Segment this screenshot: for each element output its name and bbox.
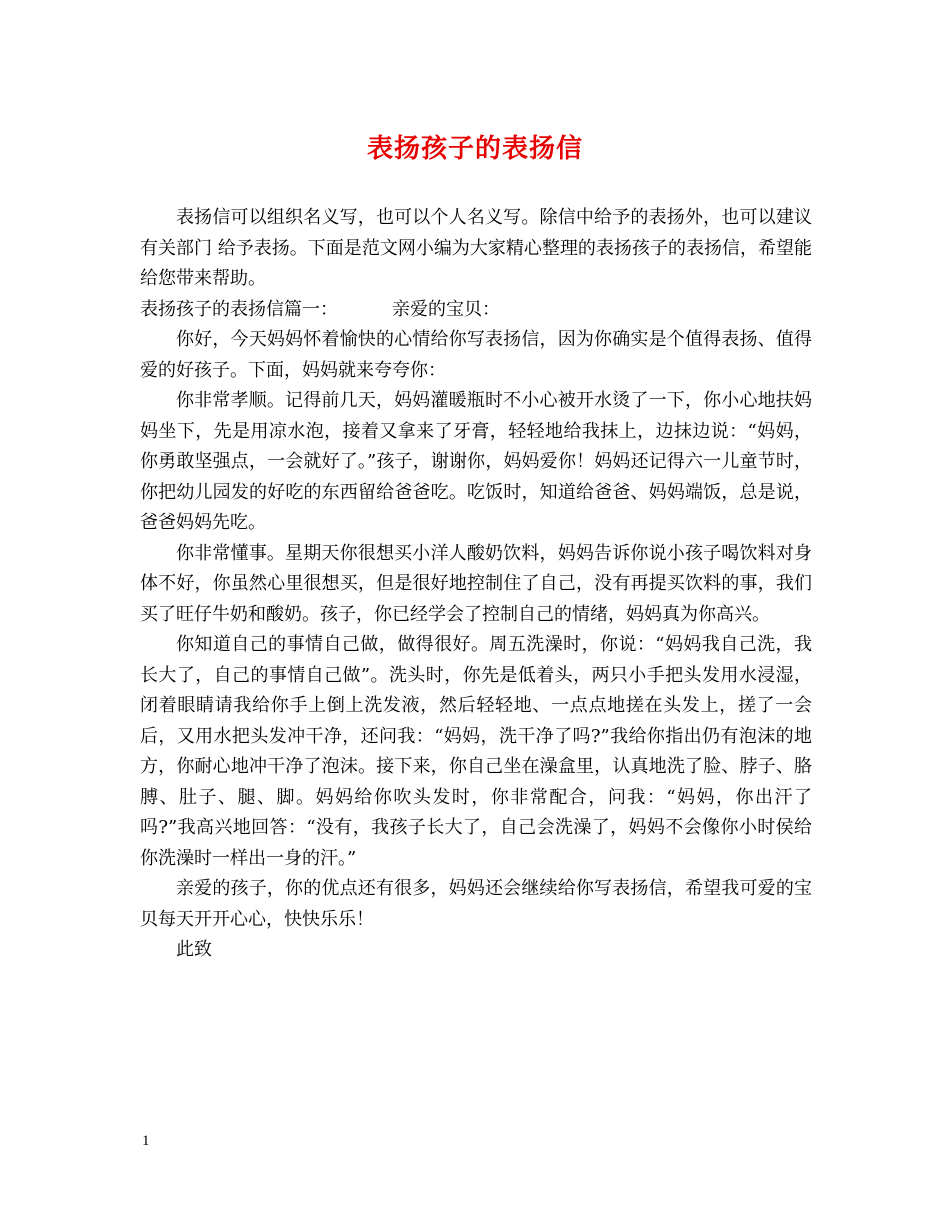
paragraph-filial: 你非常孝顺。记得前几天，妈妈灌暖瓶时不小心被开水烫了一下，你小心地扶妈妈坐下，先是用凉水泡，接着又拿来了牙膏，轻轻地给我抹上，边抹边说：“妈妈，你勇敢坚强点，一会就好了。”孩子，谢谢你，妈妈爱你！妈妈还记得六一儿童节时，你把幼儿园发的好吃的东西留给爸爸吃。吃饭时，知道给爸爸、妈妈端饭，总是说，爸爸妈妈先吃。	[140, 390, 812, 533]
page-number: 1	[142, 1133, 150, 1149]
document-body	[140, 203, 812, 966]
document-title: 表扬孩子的表扬信	[366, 134, 583, 164]
paragraph-greeting: 你好，今天妈妈怀着愉快的心情给你写表扬信，因为你确实是个值得表扬、值得爱的好孩子。下面，妈妈就来夸夸你：	[140, 329, 812, 381]
section-label: 表扬孩子的表扬信篇一：	[140, 298, 338, 320]
paragraph-sign-off: 此致	[176, 939, 212, 960]
salutation: 亲爱的宝贝：	[392, 298, 500, 320]
paragraph-self-reliant: 你知道自己的事情自己做，做得很好。周五洗澡时，你说：“妈妈我自己洗，我长大了，自己的事情自己做”。洗头时，你先是低着头，两只小手把头发用水浸湿，闭着眼睛请我给你手上倒上洗发液，然后轻轻地、一点点地搓在头发上，搓了一会后，又用水把头发冲干净，还问我：“妈妈，洗干净了吗?”我给你指出仍有泡沫的地方，你耐心地冲干净了泡沫。接下来，你自己坐在澡盒里，认真地洗了脸、脖子、胳膊、肚子、腿、脚。妈妈给你吹头发时，你非常配合，问我：“妈妈，你出汗了吗?”我高兴地回答：“没有，我孩子长大了，自己会洗澡了，妈妈不会像你小时侯给你洗澡时一样出一身的汗。”	[140, 634, 812, 869]
section-heading-line	[140, 295, 812, 326]
intro-paragraph: 表扬信可以组织名义写，也可以个人名义写。除信中给予的表扬外，也可以建议有关部门 给予表扬。下面是范文网小编为大家精心整理的表扬孩子的表扬信，希望能给您带来帮助。	[140, 207, 812, 289]
paragraph-sensible: 你非常懂事。星期天你很想买小洋人酸奶饮料，妈妈告诉你说小孩子喝饮料对身体不好，你虽然心里很想买，但是很好地控制住了自己，没有再提买饮料的事，我们买了旺仔牛奶和酸奶。孩子，你已经学会了控制自己的情绪，妈妈真为你高兴。	[140, 542, 812, 625]
paragraph-closing: 亲爱的孩子，你的优点还有很多，妈妈还会继续给你写表扬信，希望我可爱的宝贝每天开开心心，快快乐乐！	[140, 878, 812, 930]
